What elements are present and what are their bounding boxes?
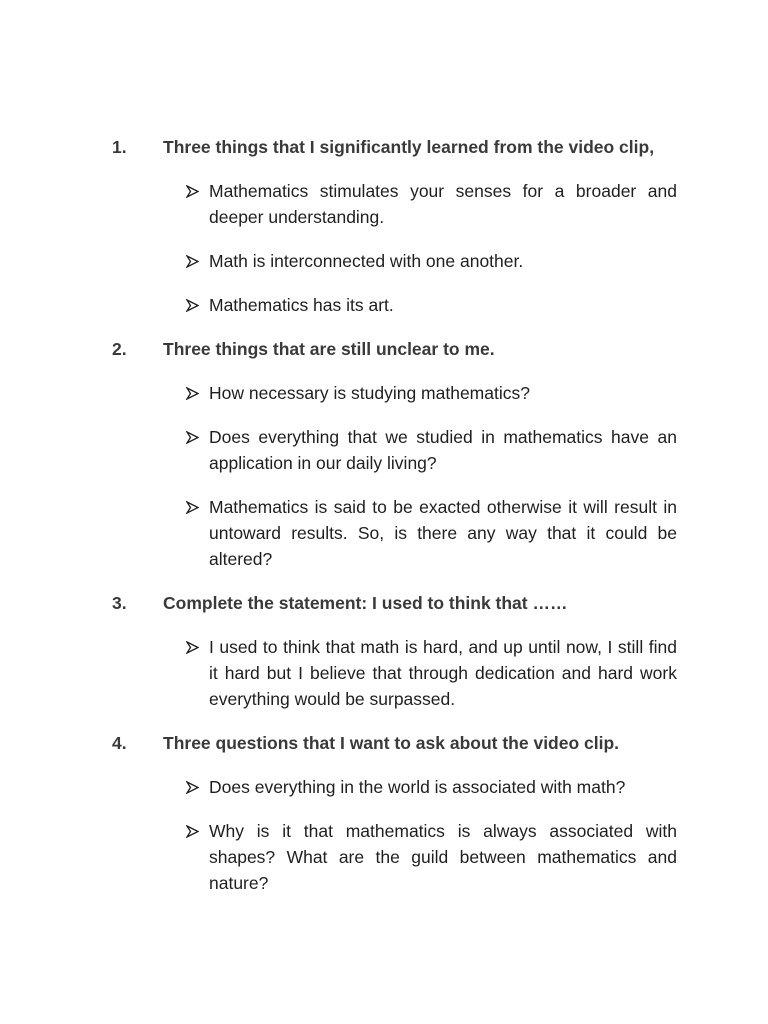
list-item — [0, 634, 677, 712]
question-heading — [0, 134, 677, 160]
bullet-text: Why is it that mathematics is always associated with shapes? What are the guild between mathematics and nature? — [209, 821, 677, 893]
question-text: Three things that are still unclear to me. — [163, 339, 495, 359]
bullet-text: Does everything in the world is associated with math? — [209, 777, 626, 797]
bullet-text: Mathematics is said to be exacted otherwise it will result in untoward results. So, is there any way that it could be altered? — [209, 497, 677, 569]
bullet-text: Mathematics stimulates your senses for a broader and deeper understanding. — [209, 181, 677, 227]
list-item — [0, 178, 677, 230]
question-number: 4. — [112, 733, 127, 753]
arrow-bullet-icon — [186, 185, 199, 198]
arrow-bullet-icon — [186, 255, 199, 268]
arrow-bullet-icon — [186, 387, 199, 400]
question-number: 1. — [112, 137, 127, 157]
question-text: Complete the statement: I used to think that …… — [163, 593, 568, 613]
bullet-text: Does everything that we studied in mathematics have an application in our daily living? — [209, 427, 677, 473]
list-item — [0, 248, 677, 274]
question-text: Three questions that I want to ask about the video clip. — [163, 733, 620, 753]
bullet-text: How necessary is studying mathematics? — [209, 383, 530, 403]
bullet-list — [0, 774, 768, 896]
list-item — [0, 424, 677, 476]
bullet-list — [0, 380, 768, 572]
arrow-bullet-icon — [186, 825, 199, 838]
arrow-bullet-icon — [186, 641, 199, 654]
question-heading — [0, 730, 677, 756]
section-2 — [0, 336, 768, 590]
list-item — [0, 292, 677, 318]
section-1 — [0, 134, 768, 336]
bullet-text: Mathematics has its art. — [209, 295, 394, 315]
section-3 — [0, 590, 768, 730]
bullet-text: Math is interconnected with one another. — [209, 251, 524, 271]
bullet-list — [0, 178, 768, 318]
list-item — [0, 774, 677, 800]
question-number: 2. — [112, 339, 127, 359]
question-text: Three things that I significantly learned from the video clip, — [163, 137, 655, 157]
arrow-bullet-icon — [186, 431, 199, 444]
list-item — [0, 818, 677, 896]
arrow-bullet-icon — [186, 501, 199, 514]
bullet-list — [0, 634, 768, 712]
question-heading — [0, 590, 677, 616]
question-heading — [0, 336, 677, 362]
section-4 — [0, 730, 768, 896]
arrow-bullet-icon — [186, 299, 199, 312]
arrow-bullet-icon — [186, 781, 199, 794]
bullet-text: I used to think that math is hard, and up until now, I still find it hard but I believe that through dedication and hard work everything would be surpassed. — [209, 637, 677, 709]
list-item — [0, 380, 677, 406]
question-number: 3. — [112, 593, 127, 613]
list-item — [0, 494, 677, 572]
